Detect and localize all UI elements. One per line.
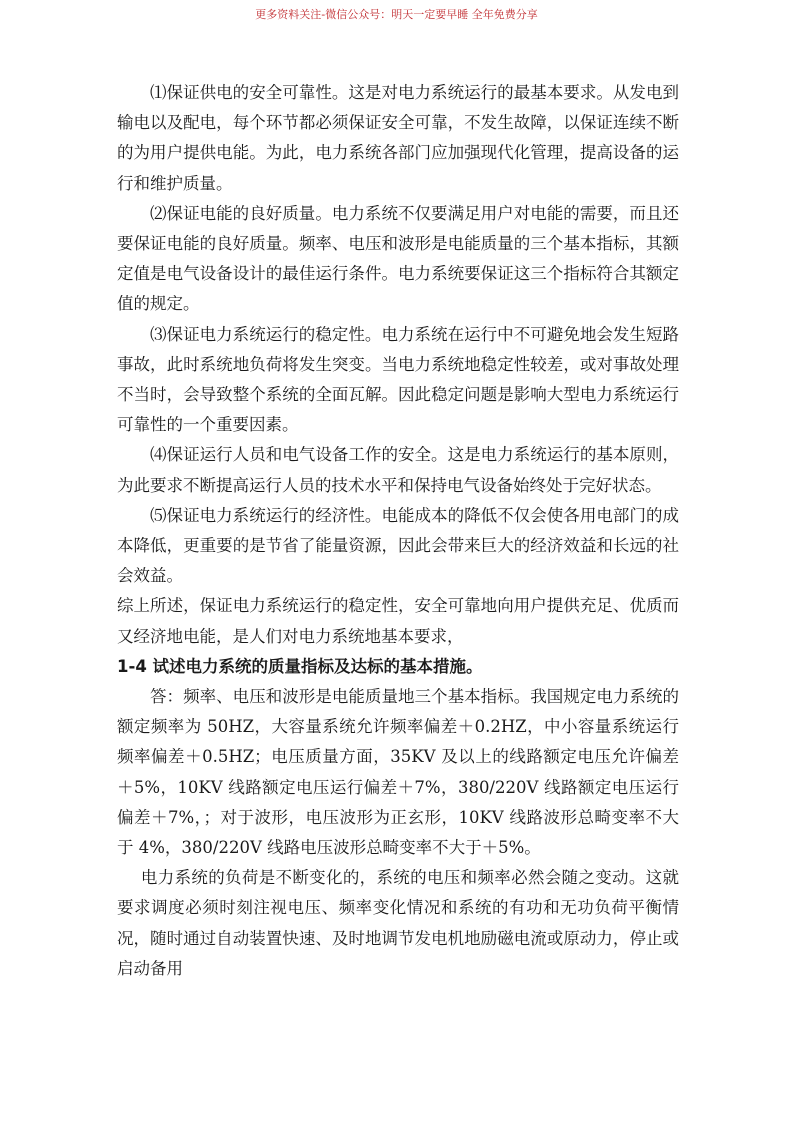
paragraph-requirement-4: ⑷保证运行人员和电气设备工作的安全。这是电力系统运行的基本原则，为此要求不断提高运行人员的技术水平和保持电气设备始终处于完好状态。 (117, 445, 679, 495)
paragraph-answer: 答：频率、电压和波形是电能质量地三个基本指标。我国规定电力系统的额定频率为 50HZ，大容量系统允许频率偏差＋0.2HZ，中小容量系统运行频率偏差＋0.5HZ；电压质量方面，35KV 及以上的线路额定电压允许偏差＋5%，10KV 线路额定电压运行偏差＋7%，380/220V 线路额定电压运行偏差＋7%，；对于波形，电压波形为正玄形，10KV 线路波形总畸变率不大于 4%，380/220V 线路电压波形总畸变率不大于＋5%。 (117, 687, 679, 858)
paragraph-summary: 综上所述，保证电力系统运行的稳定性，安全可靠地向用户提供充足、优质而又经济地电能，是人们对电力系统地基本要求， (117, 596, 679, 646)
question-heading: 1-4 试述电力系统的质量指标及达标的基本措施。 (117, 656, 483, 676)
paragraph-requirement-3: ⑶保证电力系统运行的稳定性。电力系统在运行中不可避免地会发生短路事故，此时系统地负荷将发生突变。当电力系统地稳定性较差，或对事故处理不当时，会导致整个系统的全面瓦解。因此稳定问题是影响大型电力系统运行可靠性的一个重要因素。 (117, 324, 679, 435)
paragraph-requirement-2: ⑵保证电能的良好质量。电力系统不仅要满足用户对电能的需要，而且还要保证电能的良好质量。频率、电压和波形是电能质量的三个基本指标，其额定值是电气设备设计的最佳运行条件。电力系统要保证这三个指标符合其额定值的规定。 (117, 203, 679, 314)
paragraph-requirement-1: ⑴保证供电的安全可靠性。这是对电力系统运行的最基本要求。从发电到输电以及配电，每个环节都必须保证安全可靠，不发生故障，以保证连续不断的为用户提供电能。为此，电力系统各部门应加强现代化管理，提高设备的运行和维护质量。 (117, 83, 679, 193)
paragraph-closing: 电力系统的负荷是不断变化的，系统的电压和频率必然会随之变动。这就要求调度必须时刻注视电压、频率变化情况和系统的有功和无功负荷平衡情况，随时通过自动装置快速、及时地调节发电机地励磁电流或原动力，停止或启动备用 (117, 868, 679, 978)
paragraph-requirement-5: ⑸保证电力系统运行的经济性。电能成本的降低不仅会使各用电部门的成本降低，更重要的是节省了能量资源，因此会带来巨大的经济效益和长远的社会效益。 (117, 505, 679, 586)
page-header-banner: 更多资料关注-微信公众号：明天一定要早睡 全年免费分享 (255, 8, 538, 21)
document-body (117, 78, 679, 984)
